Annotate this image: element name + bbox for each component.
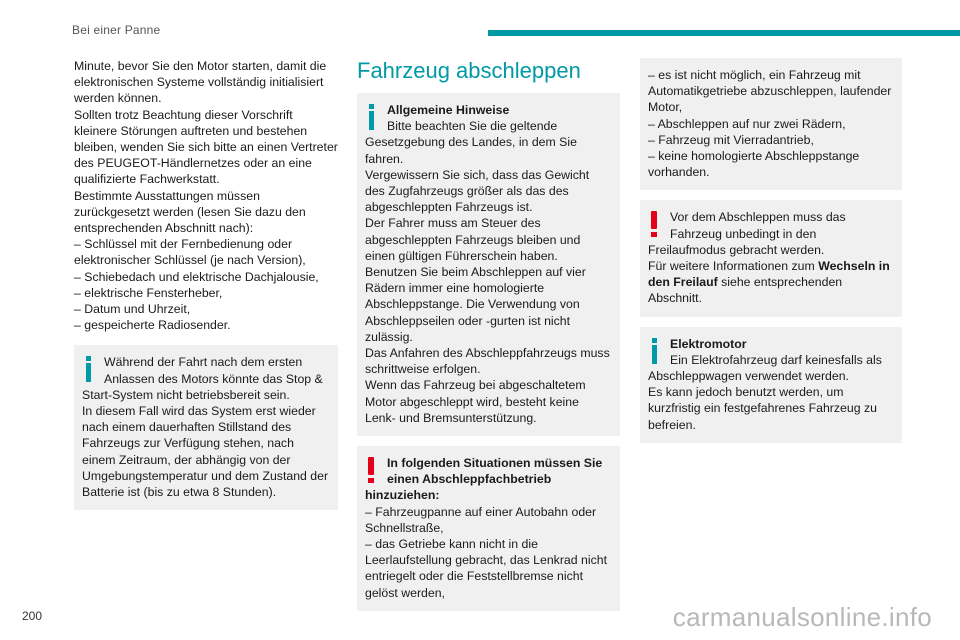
stop-start-info-box [74, 345, 338, 510]
electric-motor-title: Elektromotor [670, 336, 747, 351]
column-2 [357, 58, 620, 611]
towing-service-continued-box [640, 58, 902, 190]
column-3 [640, 58, 902, 443]
watermark: carmanualsonline.info [672, 602, 932, 632]
electric-motor-info-box [640, 327, 902, 443]
towing-service-warning-text: – Fahrzeugpanne auf einer Autobahn oder Schnellstraße, – das Getriebe kann nicht in die Leerlaufstellung gebracht, das Lenkrad nicht entriegelt oder die Feststellbremse nicht gelöst werden, [365, 504, 607, 600]
intro-paragraph: Minute, bevor Sie den Motor starten, damit die elektronischen Systeme vollständig initialisiert werden können. Sollten trotz Beachtung dieser Vorschrift kleinere Störungen auftreten und bestehen bleiben, wenden Sie sich bitte an einen Vertreter des PEUGEOT-Händlernetzes oder an eine qualifizierte Fachwerkstatt. Bestimmte Ausstattungen müssen zurückgesetzt werden (lesen Sie dazu den entsprechenden Abschnitt nach): – Schlüssel mit der Fernbedienung oder elektronischer Schlüssel (je nach Version), – Schiebedach und elektrische Dachjalousie, – elektrische Fensterheber, – Datum und Uhrzeit, – gespeicherte Radiosender. [74, 59, 338, 333]
general-notes-text: Bitte beachten Sie die geltende Gesetzgebung des Landes, in dem Sie fahren. Vergewissern Sie sich, dass das Gewicht des Zugfahrzeugs größer als das des abgeschleppten Fahrzeugs ist. Der Fahrer muss am Steuer des abgeschleppten Fahrzeugs bleiben und einen gültigen Führerschein haben. Benutzen Sie beim Abschleppen auf vier Rädern immer eine homologierte Abschleppstange. Die Verwendung von Abschleppseilen oder -gurten ist nicht zulässig. Das Anfahren des Abschleppfahrzeugs muss schrittweise erfolgen. Wenn das Fahrzeug bei abgeschaltetem Motor abgeschleppt wird, besteht keine Lenk- und Bremsunterstützung. [365, 119, 610, 425]
info-icon [365, 104, 379, 130]
info-icon [648, 338, 662, 364]
towing-service-warning-box [357, 446, 620, 611]
warning-icon [365, 457, 379, 483]
column-1 [74, 58, 338, 510]
freewheel-warning-text: Vor dem Abschleppen muss das Fahrzeug unbedingt in den Freilaufmodus gebracht werden. Für weitere Informationen zum Wechseln in den Freilauf siehe entsprechenden Abschnitt. [648, 210, 890, 306]
info-icon [82, 356, 96, 382]
general-notes-title: Allgemeine Hinweise [387, 103, 510, 117]
stop-start-info-text: Während der Fahrt nach dem ersten Anlassen des Motors könnte das Stop & Start-System nicht betriebsbereit sein. In diesem Fall wird das System erst wieder nach einem dauerhaften Stillstand des Fahrzeugs zur Verfügung stehen, nach einem Zeitraum, der abhängig von der Umgebungstemperatur und dem Zustand der Batterie ist (bis zu etwa 8 Stunden). [82, 355, 329, 500]
header-accent-bar [488, 30, 960, 36]
section-header-label: Bei einer Panne [72, 23, 161, 37]
freewheel-link-text: Wechseln in den Freilauf [648, 259, 890, 290]
page-number: 200 [22, 609, 43, 623]
electric-motor-text: Ein Elektrofahrzeug darf keinesfalls als Abschleppwagen verwendet werden. Es kann jedoch benutzt werden, um kurzfristig ein festgefahrenes Fahrzeug zu befreien. [648, 352, 882, 432]
section-title: Fahrzeug abschleppen [357, 58, 581, 83]
towing-service-warning-title: In folgenden Situationen müssen Sie einen Abschleppfachbetrieb hinzuziehen: [365, 456, 603, 503]
freewheel-warning-box [640, 200, 902, 316]
general-notes-info-box [357, 93, 620, 436]
towing-service-continued-text: – es ist nicht möglich, ein Fahrzeug mit Automatikgetriebe abzuschleppen, laufender Motor, – Abschleppen auf nur zwei Rädern, – Fahrzeug mit Vierradantrieb, – keine homologierte Abschleppstange vorhanden. [648, 68, 892, 180]
warning-icon [648, 211, 662, 237]
